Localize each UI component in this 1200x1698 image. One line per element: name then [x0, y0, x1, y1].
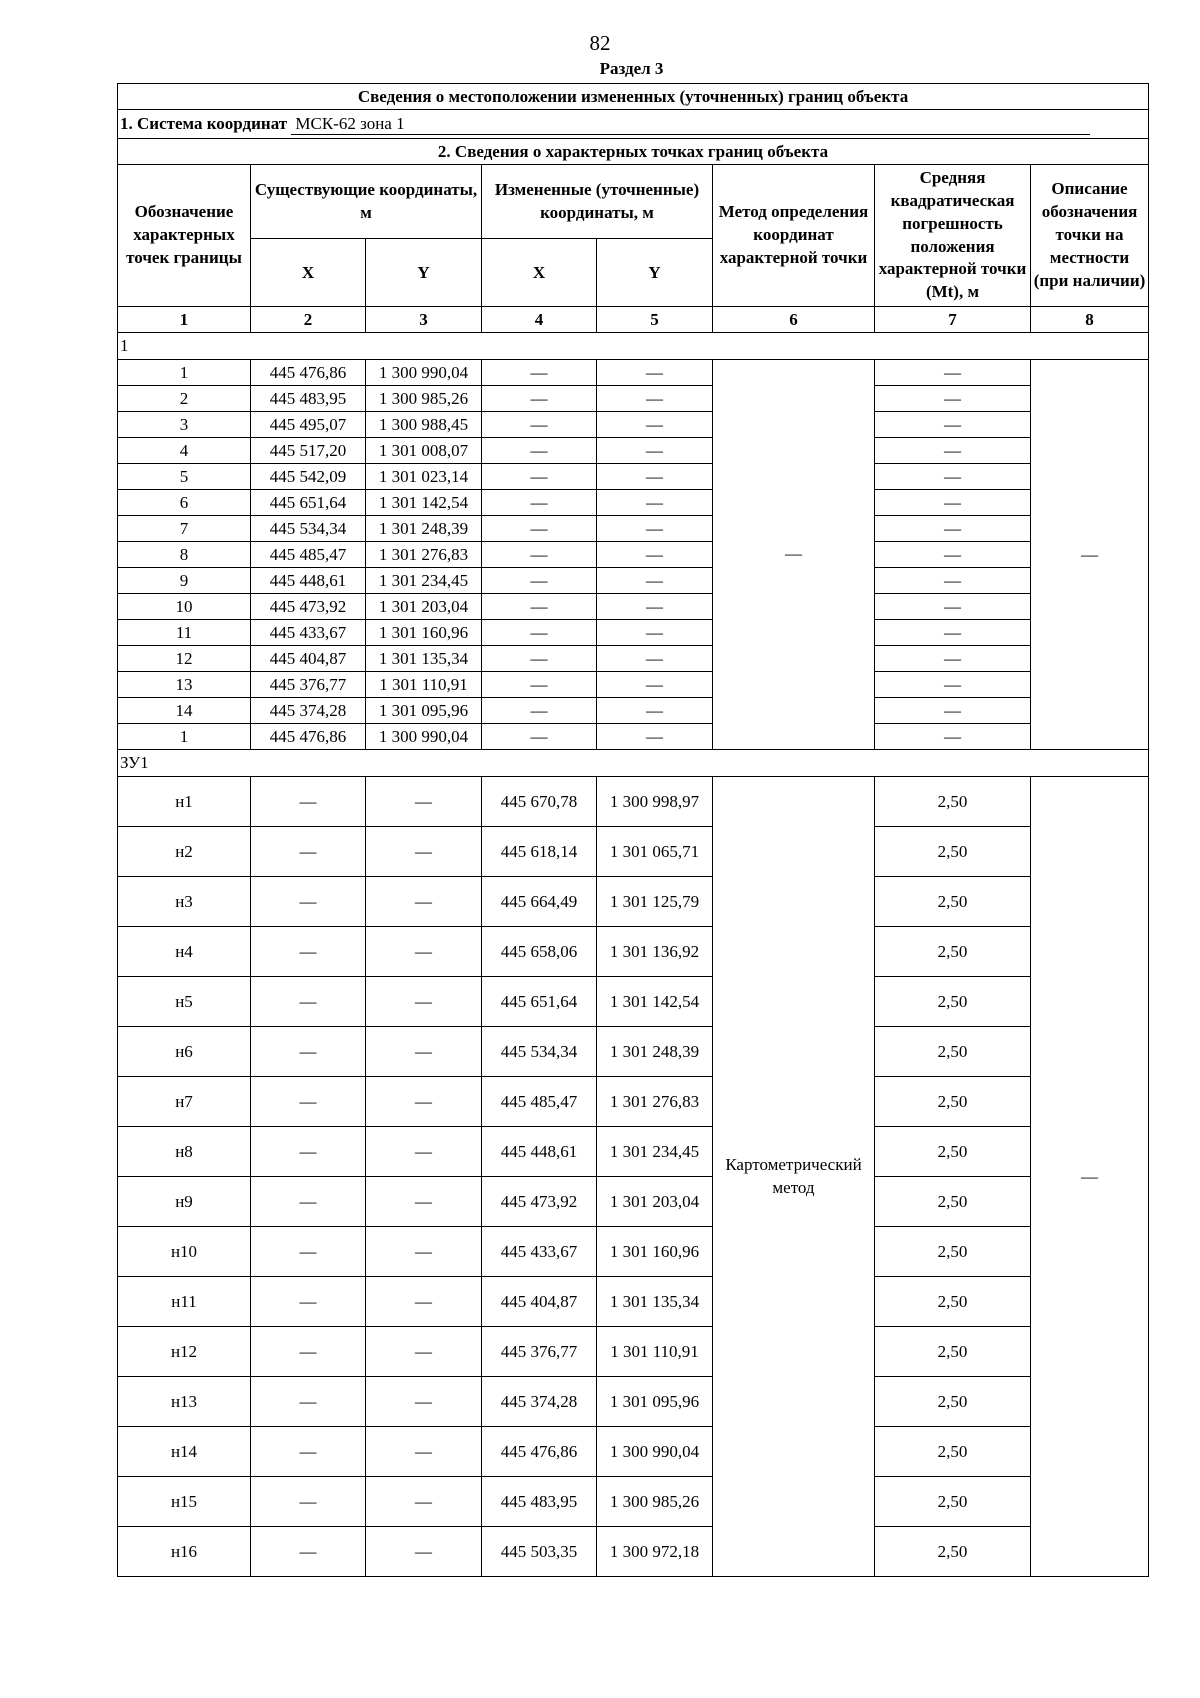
existing-y: 1 301 095,96	[366, 698, 482, 724]
table-row	[118, 1027, 1149, 1077]
group-label: ЗУ1	[118, 750, 1149, 777]
changed-y: —	[597, 724, 713, 750]
mean-square-error: 2,50	[875, 1477, 1031, 1527]
existing-y: 1 301 160,96	[366, 620, 482, 646]
changed-y: 1 300 998,97	[597, 777, 713, 827]
changed-y: —	[597, 594, 713, 620]
existing-y: —	[366, 927, 482, 977]
existing-y: 1 301 135,34	[366, 646, 482, 672]
existing-x: 445 433,67	[251, 620, 366, 646]
column-number: 3	[366, 307, 482, 333]
mean-square-error: —	[875, 438, 1031, 464]
existing-x: —	[251, 1127, 366, 1177]
column-number: 6	[713, 307, 875, 333]
existing-x: —	[251, 1377, 366, 1427]
mean-square-error: 2,50	[875, 1377, 1031, 1427]
point-designation: 4	[118, 438, 251, 464]
point-designation: 7	[118, 516, 251, 542]
point-designation: 10	[118, 594, 251, 620]
point-designation: н14	[118, 1427, 251, 1477]
existing-y: —	[366, 1127, 482, 1177]
section-title: Раздел 3	[599, 59, 664, 78]
changed-x: —	[482, 672, 597, 698]
table-row	[118, 438, 1149, 464]
changed-y: —	[597, 412, 713, 438]
point-designation: 1	[118, 360, 251, 386]
column-number: 7	[875, 307, 1031, 333]
point-designation: 2	[118, 386, 251, 412]
changed-y: 1 301 142,54	[597, 977, 713, 1027]
existing-x: —	[251, 977, 366, 1027]
changed-y: 1 301 135,34	[597, 1277, 713, 1327]
changed-x: 445 534,34	[482, 1027, 597, 1077]
existing-y: 1 300 990,04	[366, 724, 482, 750]
mean-square-error: —	[875, 698, 1031, 724]
mean-square-error: 2,50	[875, 977, 1031, 1027]
table-row	[118, 490, 1149, 516]
header-mean-square-error: Средняя квадратическая погрешность положения характерной точки (Mt), м	[875, 165, 1031, 307]
table-row	[118, 360, 1149, 386]
mean-square-error: —	[875, 412, 1031, 438]
changed-x: —	[482, 542, 597, 568]
existing-y: 1 300 988,45	[366, 412, 482, 438]
changed-x: —	[482, 490, 597, 516]
mean-square-error: —	[875, 516, 1031, 542]
existing-y: —	[366, 877, 482, 927]
existing-y: 1 300 990,04	[366, 360, 482, 386]
point-designation: н10	[118, 1227, 251, 1277]
changed-x: 445 448,61	[482, 1127, 597, 1177]
mean-square-error: 2,50	[875, 1227, 1031, 1277]
existing-x: 445 495,07	[251, 412, 366, 438]
existing-y: 1 300 985,26	[366, 386, 482, 412]
changed-x: 445 483,95	[482, 1477, 597, 1527]
existing-x: —	[251, 1327, 366, 1377]
mean-square-error: —	[875, 360, 1031, 386]
existing-y: —	[366, 1027, 482, 1077]
existing-x: 445 483,95	[251, 386, 366, 412]
changed-y: —	[597, 698, 713, 724]
existing-x: 445 476,86	[251, 360, 366, 386]
changed-x: 445 503,35	[482, 1527, 597, 1577]
existing-x: —	[251, 877, 366, 927]
existing-x: —	[251, 1177, 366, 1227]
changed-y: —	[597, 386, 713, 412]
mean-square-error: 2,50	[875, 1077, 1031, 1127]
changed-x: 445 618,14	[482, 827, 597, 877]
mean-square-error: —	[875, 568, 1031, 594]
point-designation: 8	[118, 542, 251, 568]
existing-x: 445 651,64	[251, 490, 366, 516]
changed-x: —	[482, 698, 597, 724]
existing-x: —	[251, 1427, 366, 1477]
table-row	[118, 1127, 1149, 1177]
header-changed-x: X	[482, 239, 597, 307]
table-row	[118, 516, 1149, 542]
existing-y: —	[366, 1527, 482, 1577]
changed-y: —	[597, 542, 713, 568]
table-row	[118, 464, 1149, 490]
existing-y: 1 301 110,91	[366, 672, 482, 698]
point-designation: н15	[118, 1477, 251, 1527]
coordinate-system-row	[118, 110, 1149, 139]
mean-square-error: —	[875, 620, 1031, 646]
changed-y: 1 301 234,45	[597, 1127, 713, 1177]
changed-x: 445 473,92	[482, 1177, 597, 1227]
mean-square-error: 2,50	[875, 1177, 1031, 1227]
table-row	[118, 1477, 1149, 1527]
table-row	[118, 724, 1149, 750]
description-cell: —	[1031, 360, 1149, 750]
existing-x: 445 376,77	[251, 672, 366, 698]
mean-square-error: —	[875, 386, 1031, 412]
point-designation: 5	[118, 464, 251, 490]
mean-square-error: —	[875, 724, 1031, 750]
existing-x: —	[251, 1077, 366, 1127]
table-row	[118, 568, 1149, 594]
header-existing-coords: Существующие координаты, м	[251, 165, 482, 239]
changed-x: 445 374,28	[482, 1377, 597, 1427]
existing-y: —	[366, 777, 482, 827]
changed-x: 445 433,67	[482, 1227, 597, 1277]
point-designation: 3	[118, 412, 251, 438]
changed-x: 445 670,78	[482, 777, 597, 827]
table-row	[118, 777, 1149, 827]
existing-y: —	[366, 1177, 482, 1227]
changed-x: 445 485,47	[482, 1077, 597, 1127]
method-cell: Картометрический метод	[713, 777, 875, 1577]
changed-x: —	[482, 386, 597, 412]
mean-square-error: 2,50	[875, 1027, 1031, 1077]
changed-y: —	[597, 490, 713, 516]
existing-y: —	[366, 1377, 482, 1427]
column-number: 8	[1031, 307, 1149, 333]
existing-x: —	[251, 1277, 366, 1327]
changed-x: —	[482, 724, 597, 750]
mean-square-error: —	[875, 646, 1031, 672]
point-designation: н6	[118, 1027, 251, 1077]
changed-y: 1 300 990,04	[597, 1427, 713, 1477]
point-designation: 1	[118, 724, 251, 750]
changed-x: 445 664,49	[482, 877, 597, 927]
point-designation: н5	[118, 977, 251, 1027]
mean-square-error: —	[875, 490, 1031, 516]
table-row	[118, 1227, 1149, 1277]
table-row	[118, 542, 1149, 568]
changed-y: 1 301 125,79	[597, 877, 713, 927]
existing-y: —	[366, 1427, 482, 1477]
point-designation: н1	[118, 777, 251, 827]
mean-square-error: —	[875, 464, 1031, 490]
changed-y: —	[597, 646, 713, 672]
page-number: 82	[589, 31, 611, 55]
existing-y: —	[366, 1477, 482, 1527]
point-designation: н8	[118, 1127, 251, 1177]
mean-square-error: 2,50	[875, 777, 1031, 827]
table-row	[118, 672, 1149, 698]
existing-x: —	[251, 927, 366, 977]
boundary-points-table	[117, 83, 1149, 1577]
changed-y: 1 301 095,96	[597, 1377, 713, 1427]
changed-y: —	[597, 516, 713, 542]
table-row	[118, 698, 1149, 724]
point-designation: 13	[118, 672, 251, 698]
table-row	[118, 646, 1149, 672]
point-designation: н13	[118, 1377, 251, 1427]
mean-square-error: 2,50	[875, 1527, 1031, 1577]
table-row	[118, 1277, 1149, 1327]
table-row	[118, 620, 1149, 646]
point-designation: н3	[118, 877, 251, 927]
existing-y: 1 301 234,45	[366, 568, 482, 594]
header-changed-y: Y	[597, 239, 713, 307]
changed-y: 1 301 110,91	[597, 1327, 713, 1377]
table-row	[118, 594, 1149, 620]
changed-y: 1 301 276,83	[597, 1077, 713, 1127]
changed-y: 1 300 972,18	[597, 1527, 713, 1577]
header-changed-coords: Измененные (уточненные) координаты, м	[482, 165, 713, 239]
existing-y: —	[366, 827, 482, 877]
coordinate-system-value: МСК-62 зона 1	[291, 114, 1090, 135]
changed-x: —	[482, 360, 597, 386]
changed-y: 1 300 985,26	[597, 1477, 713, 1527]
existing-y: —	[366, 1277, 482, 1327]
changed-x: 445 376,77	[482, 1327, 597, 1377]
point-designation: 12	[118, 646, 251, 672]
point-designation: 11	[118, 620, 251, 646]
column-number: 4	[482, 307, 597, 333]
existing-x: —	[251, 1227, 366, 1277]
existing-y: —	[366, 977, 482, 1027]
mean-square-error: 2,50	[875, 877, 1031, 927]
changed-x: 445 476,86	[482, 1427, 597, 1477]
point-designation: 14	[118, 698, 251, 724]
changed-x: 445 404,87	[482, 1277, 597, 1327]
method-cell: —	[713, 360, 875, 750]
existing-x: —	[251, 1027, 366, 1077]
changed-x: 445 651,64	[482, 977, 597, 1027]
existing-x: 445 374,28	[251, 698, 366, 724]
point-designation: 9	[118, 568, 251, 594]
table-title: Сведения о местоположении измененных (уточненных) границ объекта	[118, 84, 1149, 110]
changed-x: —	[482, 594, 597, 620]
existing-x: —	[251, 1527, 366, 1577]
existing-y: 1 301 248,39	[366, 516, 482, 542]
changed-x: 445 658,06	[482, 927, 597, 977]
table-row	[118, 1377, 1149, 1427]
changed-y: 1 301 203,04	[597, 1177, 713, 1227]
existing-x: —	[251, 827, 366, 877]
table-row	[118, 927, 1149, 977]
table-row	[118, 386, 1149, 412]
existing-y: 1 301 276,83	[366, 542, 482, 568]
mean-square-error: —	[875, 542, 1031, 568]
table-row	[118, 827, 1149, 877]
mean-square-error: 2,50	[875, 1327, 1031, 1377]
existing-y: —	[366, 1077, 482, 1127]
point-designation: н12	[118, 1327, 251, 1377]
coordinate-system-label: 1. Система координат	[120, 113, 288, 133]
header-point-designation: Обозначение характерных точек границы	[118, 165, 251, 307]
table-row	[118, 977, 1149, 1027]
point-designation: н9	[118, 1177, 251, 1227]
changed-x: —	[482, 464, 597, 490]
existing-y: 1 301 023,14	[366, 464, 482, 490]
changed-y: —	[597, 672, 713, 698]
point-designation: н7	[118, 1077, 251, 1127]
changed-y: 1 301 160,96	[597, 1227, 713, 1277]
changed-x: —	[482, 438, 597, 464]
changed-x: —	[482, 516, 597, 542]
changed-y: —	[597, 360, 713, 386]
group-label: 1	[118, 333, 1149, 360]
point-designation: н11	[118, 1277, 251, 1327]
table-row	[118, 1077, 1149, 1127]
mean-square-error: 2,50	[875, 927, 1031, 977]
point-designation: н4	[118, 927, 251, 977]
existing-x: 445 542,09	[251, 464, 366, 490]
header-description: Описание обозначения точки на местности (при наличии)	[1031, 165, 1149, 307]
changed-y: 1 301 248,39	[597, 1027, 713, 1077]
mean-square-error: —	[875, 594, 1031, 620]
point-designation: 6	[118, 490, 251, 516]
table-row	[118, 1177, 1149, 1227]
changed-x: —	[482, 568, 597, 594]
column-number: 5	[597, 307, 713, 333]
changed-y: —	[597, 620, 713, 646]
column-number: 2	[251, 307, 366, 333]
header-method: Метод определения координат характерной точки	[713, 165, 875, 307]
existing-x: 445 476,86	[251, 724, 366, 750]
existing-x: —	[251, 1477, 366, 1527]
changed-x: —	[482, 412, 597, 438]
description-cell: —	[1031, 777, 1149, 1577]
mean-square-error: 2,50	[875, 1427, 1031, 1477]
mean-square-error: —	[875, 672, 1031, 698]
header-existing-x: X	[251, 239, 366, 307]
changed-y: —	[597, 568, 713, 594]
existing-y: 1 301 142,54	[366, 490, 482, 516]
existing-x: 445 534,34	[251, 516, 366, 542]
table-row	[118, 1327, 1149, 1377]
changed-y: —	[597, 438, 713, 464]
existing-x: —	[251, 777, 366, 827]
changed-x: —	[482, 646, 597, 672]
table-row	[118, 1427, 1149, 1477]
table-row	[118, 877, 1149, 927]
existing-x: 445 473,92	[251, 594, 366, 620]
point-designation: н2	[118, 827, 251, 877]
mean-square-error: 2,50	[875, 1277, 1031, 1327]
point-designation: н16	[118, 1527, 251, 1577]
changed-y: —	[597, 464, 713, 490]
table-row	[118, 412, 1149, 438]
mean-square-error: 2,50	[875, 1127, 1031, 1177]
mean-square-error: 2,50	[875, 827, 1031, 877]
existing-y: —	[366, 1327, 482, 1377]
changed-y: 1 301 065,71	[597, 827, 713, 877]
table-row	[118, 1527, 1149, 1577]
existing-y: 1 301 203,04	[366, 594, 482, 620]
column-number: 1	[118, 307, 251, 333]
existing-x: 445 448,61	[251, 568, 366, 594]
existing-y: —	[366, 1227, 482, 1277]
header-existing-y: Y	[366, 239, 482, 307]
changed-x: —	[482, 620, 597, 646]
existing-x: 445 517,20	[251, 438, 366, 464]
existing-x: 445 404,87	[251, 646, 366, 672]
existing-y: 1 301 008,07	[366, 438, 482, 464]
existing-x: 445 485,47	[251, 542, 366, 568]
subsection-title: 2. Сведения о характерных точках границ объекта	[118, 139, 1149, 165]
changed-y: 1 301 136,92	[597, 927, 713, 977]
